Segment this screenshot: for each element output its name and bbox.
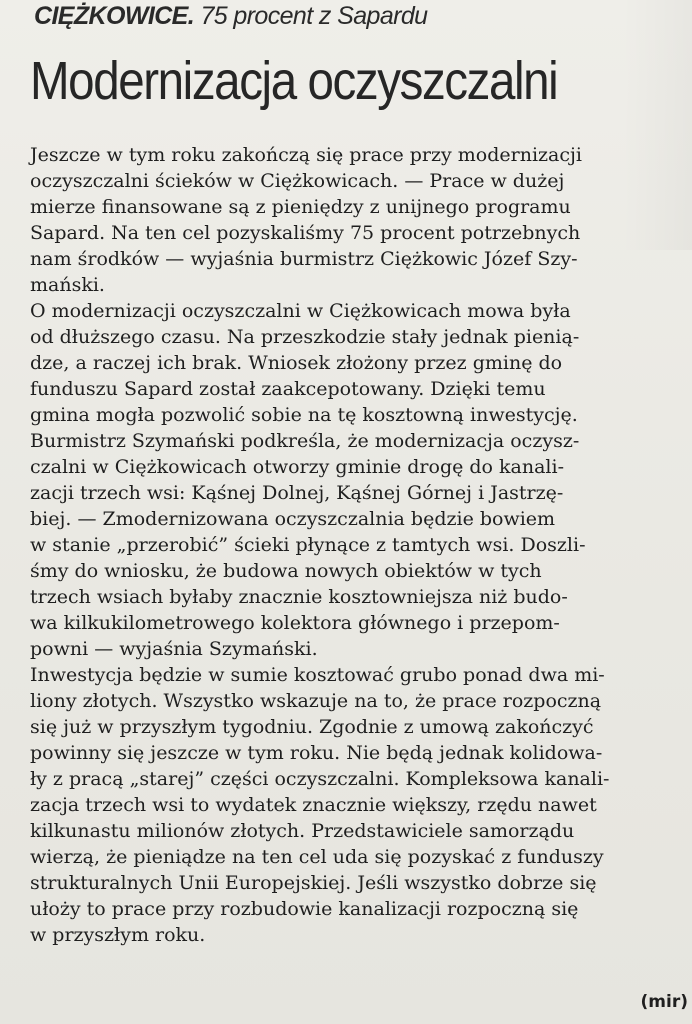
article-line: strukturalnych Unii Europejskiej. Jeśli wszystko dobrze się — [30, 872, 597, 894]
article-line: nam środków — wyjaśnia burmistrz Ciężkowic Józef Szy- — [30, 248, 578, 270]
kicker-place: CIĘŻKOWICE. — [34, 2, 195, 30]
article-line: Jeszcze w tym roku zakończą się prace przy modernizacji — [30, 144, 582, 166]
article-body — [30, 142, 690, 948]
article-line: zacja trzech wsi to wydatek znacznie większy, rzędu nawet — [30, 794, 597, 816]
kicker-line — [34, 2, 428, 31]
author-signature: (mir) — [640, 992, 688, 1012]
article-line: Sapard. Na ten cel pozyskaliśmy 75 procent potrzebnych — [30, 222, 581, 244]
article-line: wa kilkukilometrowego kolektora głównego i przepom- — [30, 612, 560, 634]
article-line: wierzą, że pieniądze na ten cel uda się pozyskać z funduszy — [30, 846, 604, 868]
article-line: ły z pracą „starej” części oczyszczalni. Kompleksowa kanali- — [30, 768, 610, 790]
article-line: zacji trzech wsi: Kąśnej Dolnej, Kąśnej Górnej i Jastrzę- — [30, 482, 564, 504]
article-line: ułoży to prace przy rozbudowie kanalizacji rozpoczną się — [30, 898, 579, 920]
article-line: kilkunastu milionów złotych. Przedstawiciele samorządu — [30, 820, 575, 842]
article-line: Inwestycja będzie w sumie kosztować grubo ponad dwa mi- — [30, 664, 605, 686]
article-line: powinny się jeszcze w tym roku. Nie będą jednak kolidowa- — [30, 742, 603, 764]
article-line: trzech wsiach byłaby znacznie kosztowniejsza niż budo- — [30, 586, 568, 608]
article-line: biej. — Zmodernizowana oczyszczalnia będzie bowiem — [30, 508, 556, 530]
article-line: Burmistrz Szymański podkreśla, że modernizacja oczysz- — [30, 430, 580, 452]
article-line: funduszu Sapard został zaakcepotowany. Dzięki temu — [30, 378, 546, 400]
article-line: mański. — [30, 274, 105, 296]
article-line: śmy do wniosku, że budowa nowych obiektów w tych — [30, 560, 542, 582]
kicker-topic: 75 procent z Sapardu — [200, 2, 428, 30]
article-line: od dłuższego czasu. Na przeszkodzie stały jednak pienią- — [30, 326, 580, 348]
article-line: w stanie „przerobić” ścieki płynące z tamtych wsi. Doszli- — [30, 534, 586, 556]
article-line: dze, a raczej ich brak. Wniosek złożony przez gminę do — [30, 352, 563, 374]
article-line: czalni w Ciężkowicach otworzy gminie drogę do kanali- — [30, 456, 565, 478]
article-line: się już w przyszłym tygodniu. Zgodnie z umową zakończyć — [30, 716, 594, 738]
article-line: w przyszłym roku. — [30, 924, 206, 946]
article-line: oczyszczalni ścieków w Ciężkowicach. — Prace w dużej — [30, 170, 565, 192]
article-line: O modernizacji oczyszczalni w Ciężkowicach mowa była — [30, 300, 571, 322]
article-line: liony złotych. Wszystko wskazuje na to, że prace rozpoczną — [30, 690, 602, 712]
article-line: mierze finansowane są z pieniędzy z unijnego programu — [30, 196, 571, 218]
article-line: gmina mogła pozwolić sobie na tę kosztowną inwestycję. — [30, 404, 578, 426]
article-line: powni — wyjaśnia Szymański. — [30, 638, 318, 660]
article-headline: Modernizacja oczyszczalni — [30, 51, 558, 111]
